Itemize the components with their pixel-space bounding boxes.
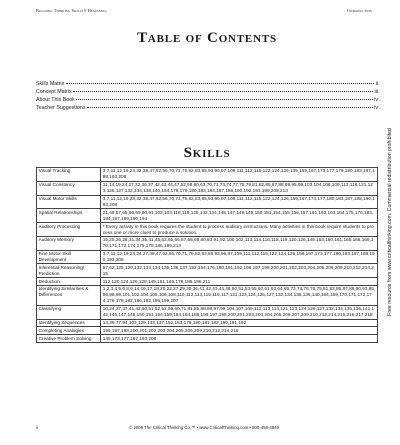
page-footer xyxy=(36,425,372,433)
header-book-title: Building Thinking Skills® Beginning xyxy=(36,8,107,13)
skill-pages: 13,39,77,94,103,129,133,137,152,153,176,180,181,182,190,191,192 xyxy=(101,319,378,327)
toc-item-page: iii xyxy=(374,89,378,95)
skill-pages: 3,7,11,12,19,23,32,38,47,52,56,70,71,75,82,83,85,93,96,97,109,111,112,115,122,124,126,135,159,167,173,177,179,180,183,187,188,193,208 xyxy=(101,168,378,182)
toc-item-label: Skills Matrix xyxy=(36,81,65,87)
skill-name: Visual Motor Skills xyxy=(37,195,101,209)
skill-name: Deduction xyxy=(37,278,101,286)
table-row xyxy=(37,223,378,237)
skill-name: Completing Analogies xyxy=(37,327,101,335)
table-row xyxy=(37,335,378,343)
toc-leader xyxy=(73,91,373,92)
skill-pages: 10,24,27,37,41,42,50,51,52,53,59,60,71,81,85,88,89,97,99,104,107,109,112,113,114,121,123,124,126,127,132,134,135,136,141,142,146,147,148,150,151,154,159,164,184,188,198,197,198,200,201,202,203,204,205,206,207,209,210,212,214,215,216,217,218 xyxy=(101,305,378,319)
skill-pages: 57,62,125,129,132,133,134,135,136,137,152,154,176,180,191,192,196,197,198,200,201,202,203,204,205,206,209,210,212,214,215 xyxy=(101,264,378,278)
skill-name: Identifying Sequences xyxy=(37,319,101,327)
table-row xyxy=(37,181,378,195)
skill-pages: 145,173,177,187,193,208 xyxy=(101,335,378,343)
skill-pages: 3,7,11,12,19,23,32,38,47,52,56,70,71,75,82,83,85,93,96,97,109,111,112,115,122,124,126,159,167,173,177,180,183,187,188,190,193,208 xyxy=(101,195,378,209)
toc-leader xyxy=(66,83,374,84)
skill-pages: * Every activity in this book requires the student to process auditory instructions. Many activities in this book require students to process one or more clues to produce a solution. xyxy=(101,223,378,237)
table-row xyxy=(37,319,378,327)
table-of-contents xyxy=(36,81,378,113)
table-row xyxy=(37,168,378,182)
toc-item-label: Teacher Suggestions xyxy=(36,105,86,111)
table-row xyxy=(37,286,378,306)
skill-name: Auditory Processing xyxy=(37,223,101,237)
skill-name: Creative Problem Solving xyxy=(37,335,101,343)
skill-pages: 196,197,198,200,201,202,203,204,205,206,209,210,212,214,215 xyxy=(101,327,378,335)
toc-item-teacher-suggestions[interactable] xyxy=(36,105,378,113)
skill-pages: 15,25,26,28,31,34,35,41,45,62,65,66,67,68,69,80,83,91,92,100,102,113,114,116,118,119,120,126,149,153,160,161,165,166,169,170,171,172,174,175,178,186,189,213 xyxy=(101,236,378,250)
skills-table xyxy=(36,167,378,343)
table-row xyxy=(37,305,378,319)
skill-name: Fine Motor Skill Development xyxy=(37,250,101,264)
skill-pages: 21,49,57,65,66,69,80,91,102,103,118,119,125,132,134,148,147,148,149,150,151,154,155,156,157,161,162,163,164,175,176,183,184,187,189,190,194 xyxy=(101,209,378,223)
table-row xyxy=(37,264,378,278)
skill-pages: 112,120,124,126,128,149,161,165,178,185,186,211 xyxy=(101,278,378,286)
table-row xyxy=(37,250,378,264)
toc-title: Table of Contents xyxy=(137,30,277,46)
skill-name: Spatial Relationships xyxy=(37,209,101,223)
running-header xyxy=(36,8,372,17)
toc-item-label: About This Book xyxy=(36,97,75,103)
skill-name: Visual Constancy xyxy=(37,181,101,195)
header-section: Introduction xyxy=(347,8,372,13)
footer-copyright: © 2008 The Critical Thinking Co.™ • www.CriticalThinking.com • 800-458-4849 xyxy=(129,425,279,430)
skill-name: Visual Tracking xyxy=(37,168,101,182)
toc-item-page: ii xyxy=(375,81,378,87)
skill-pages: 11,14,19,24,27,32,36,37,42,43,44,47,52,58,60,63,70,71,73,74,77,78,79,81,82,85,87,88,89,95,99,103,104,108,109,113,118,121,123,125,127,132,134,138,140,154,176,179,180,183,184,187,188,190,192,193,199,208,213 xyxy=(101,181,378,195)
toc-leader xyxy=(87,107,373,108)
skill-pages: 3,7,11,12,19,23,24,27,38,47,52,56,70,71,75,82,83,85,93,96,97,109,111,112,115,122,124,126,159,167,173,177,180,183,187,188,190,193,208 xyxy=(101,250,378,264)
table-row xyxy=(37,327,378,335)
footer-page-number: ii xyxy=(36,425,38,430)
skills-title: Skills xyxy=(183,145,231,161)
toc-item-skills-matrix[interactable] xyxy=(36,81,378,89)
table-row xyxy=(37,195,378,209)
toc-item-page: iv xyxy=(374,97,378,103)
table-row xyxy=(37,236,378,250)
skill-name: Identifying Similarities & Differences xyxy=(37,286,101,306)
toc-item-concept-matrix[interactable] xyxy=(36,89,378,97)
side-note-text: Free resource from www.criticalthinking.com. Commercial redistribution prohibited xyxy=(387,128,393,316)
toc-item-label: Concept Matrix xyxy=(36,89,72,95)
table-row xyxy=(37,209,378,223)
toc-leader xyxy=(76,99,372,100)
skill-pages: 1,2,3,4,5,6,8,9,14,16,17,18,20,22,27,29,30,36,41,42,43,44,48,50,51,53,55,60,61,63,64,65,73,74,76,78,79,81,83,86,87,89,90,93,95,96,98,99,101,102,104,105,106,108,110,112,113,115,116,117,121,123,124,126,127,132,134,135,136,140,164,169,170,171,172,174,176,178,182,186,192,195,199,207 xyxy=(101,286,378,306)
table-row xyxy=(37,278,378,286)
skill-name: Inferential Reasoning/ Prediction xyxy=(37,264,101,278)
skill-name: Classifying xyxy=(37,305,101,319)
skill-name: Auditory Memory xyxy=(37,236,101,250)
toc-item-about-this-book[interactable] xyxy=(36,97,378,105)
toc-item-page: iv xyxy=(374,105,378,111)
